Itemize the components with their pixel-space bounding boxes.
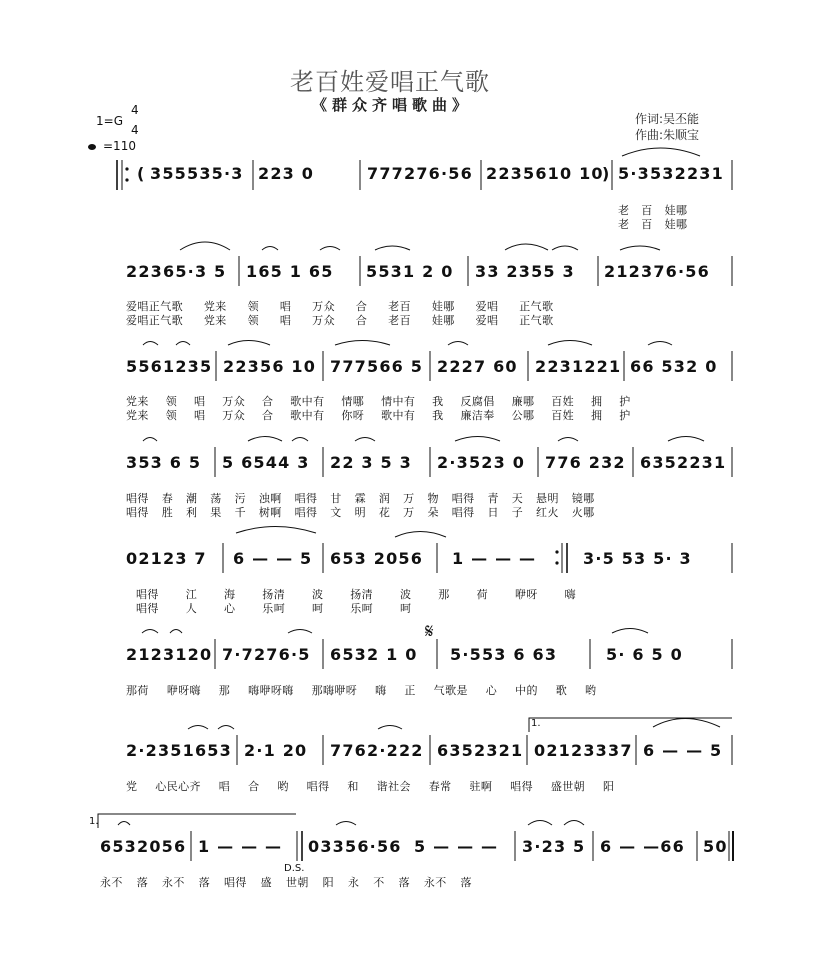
slur bbox=[668, 437, 704, 442]
measure-r6-m5: 5· 6 5 0 bbox=[606, 645, 683, 664]
slur bbox=[336, 822, 356, 826]
measure-r8-m2: 1 — — — bbox=[198, 837, 283, 856]
measure-r2-m4: 33 2355 3 bbox=[475, 262, 575, 281]
measure-r3-m6: 66 532 0 bbox=[630, 357, 718, 376]
measure-r6-m2: 7·7276·5 bbox=[222, 645, 311, 664]
measure-r1-m4: 2235610 10 bbox=[486, 164, 604, 183]
slur bbox=[143, 438, 157, 442]
measure-r2-m3: 5531 2 0 bbox=[366, 262, 454, 281]
slur bbox=[188, 726, 208, 730]
measure-r2-m1: 22365·3 5 bbox=[126, 262, 227, 281]
measure-r7-m4: 6352321 bbox=[437, 741, 524, 760]
measure-r7-m3: 7762·222 bbox=[330, 741, 424, 760]
slur bbox=[448, 342, 468, 346]
volta-bracket bbox=[98, 814, 296, 828]
slur bbox=[653, 719, 720, 728]
slur bbox=[228, 341, 270, 346]
segno-icon: 𝄋 bbox=[425, 619, 434, 643]
measure-r3-m3: 777566 5 bbox=[330, 357, 424, 376]
song-subtitle: 《群众齐唱歌曲》 bbox=[312, 96, 473, 114]
lyric-r5-verse2: 唱得 人 心 乐呵 呵 乐呵 呵 bbox=[136, 602, 412, 615]
slur bbox=[528, 821, 552, 826]
volta-1-label-r8: 1. bbox=[89, 816, 99, 827]
lyric-r2-verse1: 爱唱正气歌 党来 领 唱 万众 合 老百 娃哪 爱唱 正气歌 bbox=[126, 300, 554, 313]
measure-r8-m3: 03356·56 bbox=[308, 837, 402, 856]
measure-r5-m4: 1 — — — bbox=[452, 549, 537, 568]
slur bbox=[395, 532, 446, 538]
slur bbox=[378, 726, 402, 730]
measure-r1-m3: 777276·56 bbox=[367, 164, 473, 183]
volta-1-label: 1. bbox=[531, 718, 541, 729]
slur bbox=[648, 342, 672, 346]
measure-r2-m2: 165 1 65 bbox=[246, 262, 334, 281]
lyric-r3-verse1: 党来 领 唱 万众 合 歌中有 情哪 情中有 我 反腐倡 廉哪 百姓 拥 护 bbox=[126, 395, 631, 408]
measure-r4-m1: 353 6 5 bbox=[126, 453, 202, 472]
slur bbox=[320, 247, 340, 251]
song-title: 老百姓爱唱正气歌 bbox=[290, 68, 490, 96]
measure-r8-m4: 5 — — — bbox=[414, 837, 499, 856]
lyricist-credit: 作词:吴丕能 bbox=[635, 112, 700, 126]
measure-r4-m6: 6352231 bbox=[640, 453, 727, 472]
measure-r6-m1: 2123120 bbox=[126, 645, 213, 664]
slur bbox=[218, 726, 234, 730]
key-signature: 1=G bbox=[96, 114, 123, 128]
slur bbox=[288, 630, 312, 634]
lyric-r7-verse1: 党 心民心齐 唱 合 哟 唱得 和 谐社会 春常 驻啊 唱得 盛世朝 阳 bbox=[126, 780, 615, 793]
slur bbox=[552, 246, 578, 250]
measure-r1-m2: 223 0 bbox=[258, 164, 315, 183]
slur bbox=[176, 342, 190, 346]
slur bbox=[505, 244, 548, 250]
slur bbox=[170, 630, 182, 634]
measure-r7-m5: 02123337 bbox=[534, 741, 633, 760]
measure-r4-m3: 22 3 5 3 bbox=[330, 453, 412, 472]
time-signature-top: 4 bbox=[131, 103, 139, 117]
slur bbox=[375, 246, 410, 250]
measure-r1-m5: 5·3532231 bbox=[618, 164, 724, 183]
measure-r3-m4: 2227 60 bbox=[437, 357, 518, 376]
measure-r8-m5: 3·23 5 bbox=[522, 837, 586, 856]
lyric-r5-verse1: 唱得 江 海 扬清 波 扬清 波 那 荷 咿呀 嗨 bbox=[136, 588, 576, 601]
slur bbox=[558, 438, 578, 442]
slur bbox=[248, 437, 282, 442]
slur bbox=[620, 246, 660, 250]
lyric-r4-verse1: 唱得 春 潮 荡 污 浊啊 唱得 甘 霖 润 万 物 唱得 青 天 悬明 镜哪 bbox=[126, 492, 595, 505]
lyric-r1-verse2: 老 百 娃哪 bbox=[618, 218, 688, 231]
measure-r4-m2: 5 6544 3 bbox=[222, 453, 310, 472]
measure-r5-m1: 02123 7 bbox=[126, 549, 207, 568]
measure-r7-m1: 2·2351653 bbox=[126, 741, 232, 760]
slur bbox=[292, 438, 308, 442]
repeat-dot bbox=[555, 561, 558, 564]
slur bbox=[262, 247, 278, 251]
measure-r7-m6: 6 — — 5 bbox=[643, 741, 723, 760]
repeat-dot bbox=[125, 178, 128, 181]
lyric-r4-verse2: 唱得 胜 利 果 千 树啊 唱得 文 明 花 万 朵 唱得 日 子 红火 火哪 bbox=[126, 506, 595, 519]
measure-r4-m4: 2·3523 0 bbox=[437, 453, 526, 472]
slur bbox=[612, 629, 648, 634]
measure-r8-m7: 50 bbox=[703, 837, 728, 856]
measure-r5-m5: 3·5 53 5· 3 bbox=[583, 549, 692, 568]
lyric-r3-verse2: 党来 领 唱 万众 合 歌中有 你呀 歌中有 我 廉洁奉 公哪 百姓 拥 护 bbox=[126, 409, 631, 422]
measure-r5-m3: 653 2056 bbox=[330, 549, 424, 568]
slur bbox=[564, 821, 584, 826]
lyric-r1-verse1: 老 百 娃哪 bbox=[618, 204, 688, 217]
measure-r6-m3: 6532 1 0 bbox=[330, 645, 418, 664]
repeat-dot bbox=[125, 167, 128, 170]
slur bbox=[118, 822, 130, 826]
measure-r5-m2: 6 — — 5 bbox=[233, 549, 313, 568]
slur bbox=[143, 342, 158, 346]
slur bbox=[142, 630, 158, 634]
lyric-r2-verse2: 爱唱正气歌 党来 领 唱 万众 合 老百 娃哪 爱唱 正气歌 bbox=[126, 314, 554, 327]
repeat-close-symbol: ) bbox=[602, 164, 611, 183]
measure-r6-m4: 5·553 6 63 bbox=[450, 645, 558, 664]
lyric-r8-verse1: 永不 落 永不 落 唱得 盛 世朝 阳 永 不 落 永不 落 bbox=[100, 876, 472, 889]
slur bbox=[355, 438, 375, 442]
measure-r8-m6: 6 — —66 bbox=[600, 837, 685, 856]
measure-r4-m5: 776 232 bbox=[545, 453, 626, 472]
composer-credit: 作曲:朱顺宝 bbox=[635, 128, 700, 142]
measure-r1-m1: 355535·3 bbox=[150, 164, 244, 183]
repeat-open-symbol: ( bbox=[137, 164, 146, 183]
dal-segno-marking: D.S. bbox=[284, 863, 305, 874]
measure-r3-m5: 2231221 bbox=[535, 357, 622, 376]
measure-r2-m5: 212376·56 bbox=[604, 262, 710, 281]
slur bbox=[548, 341, 592, 346]
measure-r3-m2: 22356 10 bbox=[223, 357, 317, 376]
slur bbox=[455, 437, 500, 442]
slur bbox=[335, 341, 390, 346]
measure-r7-m2: 2·1 20 bbox=[244, 741, 308, 760]
measure-r3-m1: 5561235 bbox=[126, 357, 213, 376]
measure-r8-m1: 6532056 bbox=[100, 837, 187, 856]
slur bbox=[236, 527, 316, 534]
repeat-dot bbox=[555, 550, 558, 553]
lyric-r6-verse1: 那荷 咿呀嗨 那 嗨咿呀嗨 那嗨咿呀 嗨 正 气歌是 心 中的 歌 哟 bbox=[126, 684, 597, 697]
time-signature-bottom: 4 bbox=[131, 123, 139, 137]
slur bbox=[180, 242, 230, 250]
slur bbox=[622, 148, 700, 156]
tempo-marking: =110 bbox=[103, 139, 136, 153]
